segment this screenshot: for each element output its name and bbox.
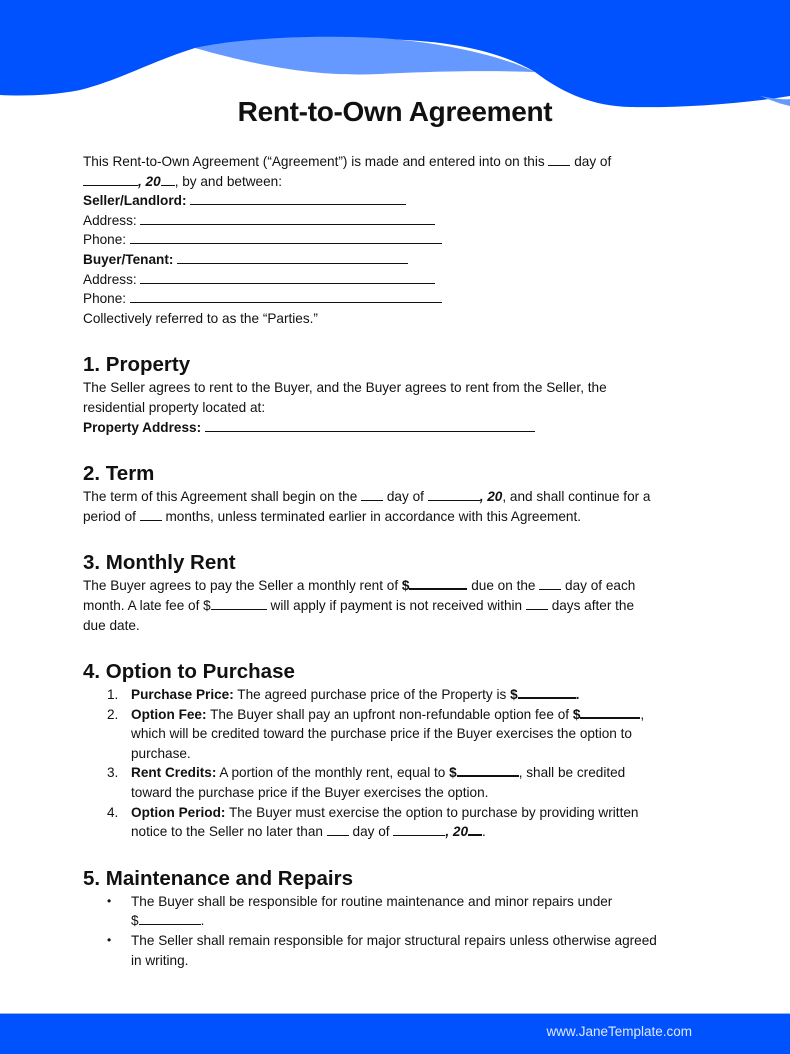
grace-days-blank[interactable] xyxy=(526,597,548,610)
seller-field: Seller/Landlord: xyxy=(83,191,713,211)
seller-name-blank[interactable] xyxy=(190,192,406,205)
rent-credit-blank[interactable] xyxy=(457,764,519,777)
section-heading-property: 1. Property xyxy=(83,353,191,377)
document-title: Rent-to-Own Agreement xyxy=(237,96,553,127)
footer-website-link[interactable]: www.JaneTemplate.com xyxy=(546,1024,692,1039)
rent-amount-blank[interactable] xyxy=(409,577,467,590)
footer-bar xyxy=(0,1013,790,1054)
rent-line-2: month. A late fee of $ will apply if payment is not received within days after the xyxy=(83,597,635,613)
buyer-field: Buyer/Tenant: xyxy=(83,250,713,270)
intro-line-2: , 20 , by and between: xyxy=(83,172,713,192)
year-blank[interactable] xyxy=(161,173,175,186)
day-blank[interactable] xyxy=(548,153,570,166)
term-day-blank[interactable] xyxy=(361,488,383,501)
property-address-blank[interactable] xyxy=(205,419,535,432)
option-item-option-period: 4. Option Period: The Buyer must exercise the option to purchase by providing written notice to the Seller no later than day of , 20 . xyxy=(107,804,639,840)
seller-address-field: Address: xyxy=(83,211,713,231)
maintenance-item-seller: • The Seller shall remain responsible for major structural repairs unless otherwise agreed in writing. xyxy=(107,933,657,968)
section-heading-monthly-rent: 3. Monthly Rent xyxy=(83,551,236,575)
option-list xyxy=(107,685,713,842)
buyer-address-field: Address: xyxy=(83,270,713,290)
option-fee-blank[interactable] xyxy=(580,706,640,719)
option-year-blank[interactable] xyxy=(468,823,482,836)
option-item-option-fee: 2. Option Fee: The Buyer shall pay an upfront non-refundable option fee of $ , which will be credited toward the purchase price if the Buyer exercises the option to purchase. xyxy=(107,706,645,761)
term-line-1: The term of this Agreement shall begin on the day of , 20, and shall continue for a xyxy=(83,489,651,505)
property-address-field: Property Address: xyxy=(83,418,713,438)
term-line-2: period of months, unless terminated earlier in accordance with this Agreement. xyxy=(83,508,582,524)
term-months-blank[interactable] xyxy=(140,508,162,521)
bullet-icon: • xyxy=(107,933,112,948)
maintenance-item-buyer: • The Buyer shall be responsible for routine maintenance and minor repairs under $ . xyxy=(107,893,613,929)
property-text-2: residential property located at: xyxy=(83,399,266,415)
seller-phone-field: Phone: xyxy=(83,230,713,250)
seller-phone-blank[interactable] xyxy=(130,231,442,244)
option-item-purchase-price: 1. Purchase Price: The agreed purchase price of the Property is $ . xyxy=(107,687,580,703)
rent-due-day-blank[interactable] xyxy=(539,577,561,590)
intro-line-1: This Rent-to-Own Agreement (“Agreement”) is made and entered into on this day of xyxy=(83,154,612,169)
bullet-icon: • xyxy=(107,893,112,908)
buyer-phone-field: Phone: xyxy=(83,289,713,309)
rent-line-1: The Buyer agrees to pay the Seller a monthly rent of $ due on the day of each xyxy=(83,578,636,594)
month-blank[interactable] xyxy=(83,173,138,186)
buyer-address-blank[interactable] xyxy=(140,271,435,284)
option-item-rent-credits: 3. Rent Credits: A portion of the monthly rent, equal to $ , shall be credited toward the purchase price if the Buyer exercises the option. xyxy=(107,765,626,801)
repair-limit-blank[interactable] xyxy=(139,912,201,925)
section-heading-option: 4. Option to Purchase xyxy=(83,660,295,684)
option-month-blank[interactable] xyxy=(393,823,445,836)
late-fee-blank[interactable] xyxy=(211,597,267,610)
buyer-name-blank[interactable] xyxy=(177,251,408,264)
document-body xyxy=(83,152,713,970)
parties-statement: Collectively referred to as the “Parties.” xyxy=(83,310,318,326)
term-month-blank[interactable] xyxy=(428,488,480,501)
property-text-1: The Seller agrees to rent to the Buyer, and the Buyer agrees to rent from the Seller, the xyxy=(83,380,607,396)
buyer-phone-blank[interactable] xyxy=(130,290,442,303)
seller-address-blank[interactable] xyxy=(140,212,435,225)
section-heading-maintenance: 5. Maintenance and Repairs xyxy=(83,866,354,890)
purchase-price-blank[interactable] xyxy=(518,686,576,699)
section-heading-term: 2. Term xyxy=(83,462,155,486)
rent-line-3: due date. xyxy=(83,617,140,633)
maintenance-list xyxy=(107,892,713,970)
option-day-blank[interactable] xyxy=(327,823,349,836)
